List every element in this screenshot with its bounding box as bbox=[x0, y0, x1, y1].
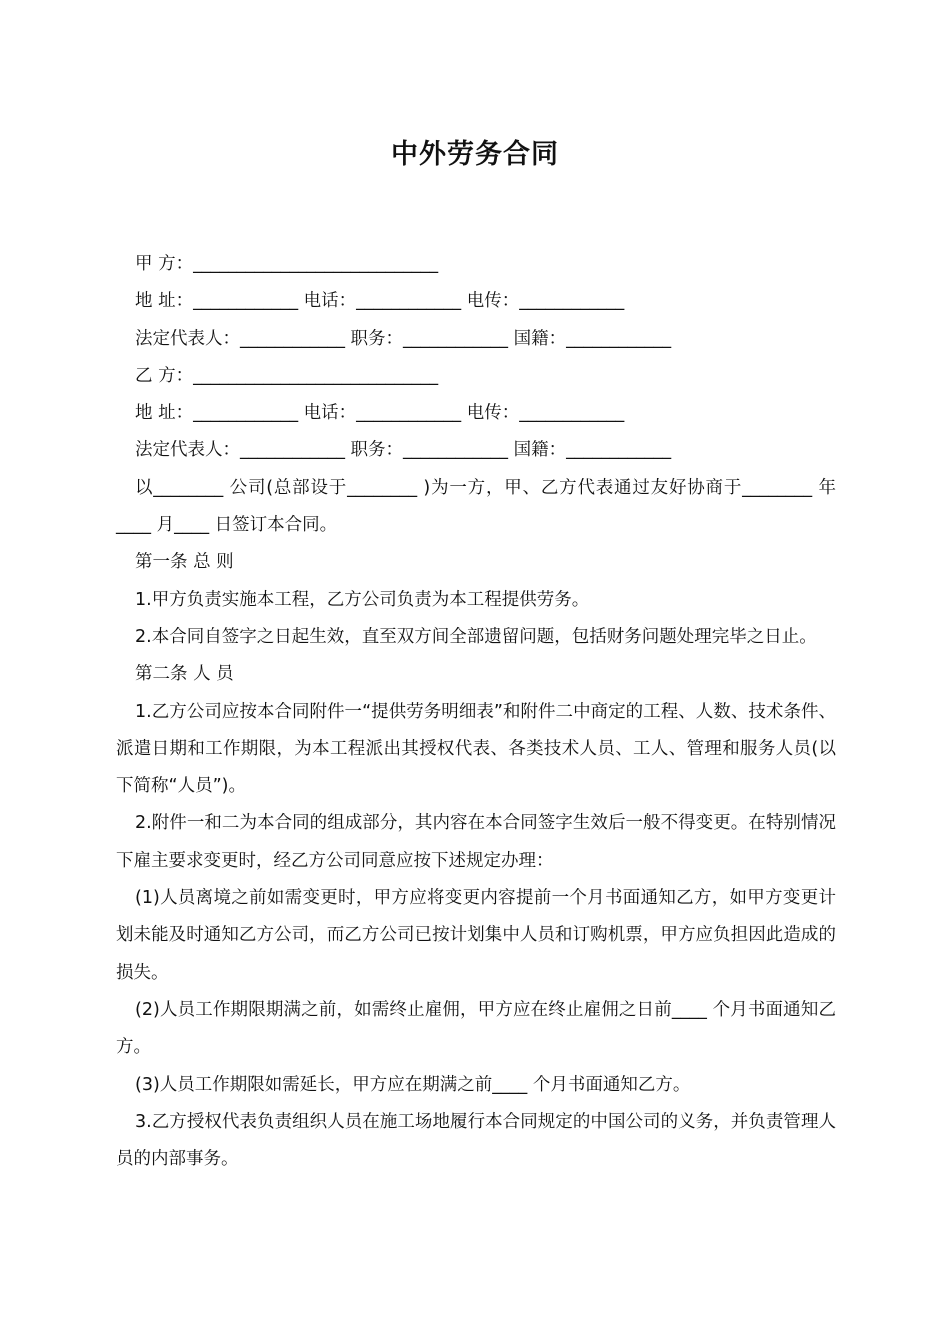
article1-clause-1: 1.甲方负责实施本工程，乙方公司负责为本工程提供劳务。 bbox=[135, 589, 590, 610]
party-b-representative-line: 法定代表人：____________ 职务：____________ 国籍：____________ bbox=[135, 440, 672, 461]
document-title: 中外劳务合同 bbox=[391, 139, 559, 170]
party-b-address-line: 地 址：____________ 电话：____________ 电传：____________ bbox=[135, 403, 625, 424]
article2-subclause-1: (1)人员离境之前如需变更时，甲方应将变更内容提前一个月书面通知乙方，如甲方变更计划未能及时通知乙方公司，而乙方公司已按计划集中人员和订购机票，甲方应负担因此造成的损失。 bbox=[116, 888, 836, 983]
document-body bbox=[116, 246, 836, 1178]
article1-clause-2: 2.本合同自签字之日起生效，直至双方间全部遗留问题，包括财务问题处理完毕之日止。 bbox=[135, 626, 817, 647]
party-a-name-line: 甲 方：____________________________ bbox=[135, 254, 439, 274]
article2-clause-2: 2.附件一和二为本合同的组成部分，其内容在本合同签字生效后一般不得变更。在特别情况下雇主要求变更时，经乙方公司同意应按下述规定办理： bbox=[116, 813, 836, 871]
article2-subclause-3: (3)人员工作期限如需延长，甲方应在期满之前____ 个月书面通知乙方。 bbox=[135, 1074, 691, 1095]
article2-heading: 第二条 人 员 bbox=[135, 664, 234, 685]
article2-clause-3: 3.乙方授权代表负责组织人员在施工场地履行本合同规定的中国公司的义务，并负责管理人员的内部事务。 bbox=[116, 1111, 836, 1170]
article2-subclause-2: (2)人员工作期限期满之前，如需终止雇佣，甲方应在终止雇佣之日前____ 个月书面通知乙方。 bbox=[116, 999, 836, 1058]
party-b-name-line: 乙 方：____________________________ bbox=[135, 365, 439, 386]
party-a-representative-line: 法定代表人：____________ 职务：____________ 国籍：____________ bbox=[135, 328, 672, 349]
article2-clause-1: 1.乙方公司应按本合同附件一“提供劳务明细表”和附件二中商定的工程、人数、技术条件、派遣日期和工作期限，为本工程派出其授权代表、各类技术人员、工人、管理和服务人员(以下简称“人员”)。 bbox=[116, 701, 836, 797]
party-a-address-line: 地 址：____________ 电话：____________ 电传：____________ bbox=[135, 291, 625, 312]
article1-heading: 第一条 总 则 bbox=[135, 552, 234, 573]
intro-paragraph: 以________ 公司(总部设于________ )为一方，甲、乙方代表通过友好协商于________ 年____ 月____ 日签订本合同。 bbox=[116, 477, 836, 536]
